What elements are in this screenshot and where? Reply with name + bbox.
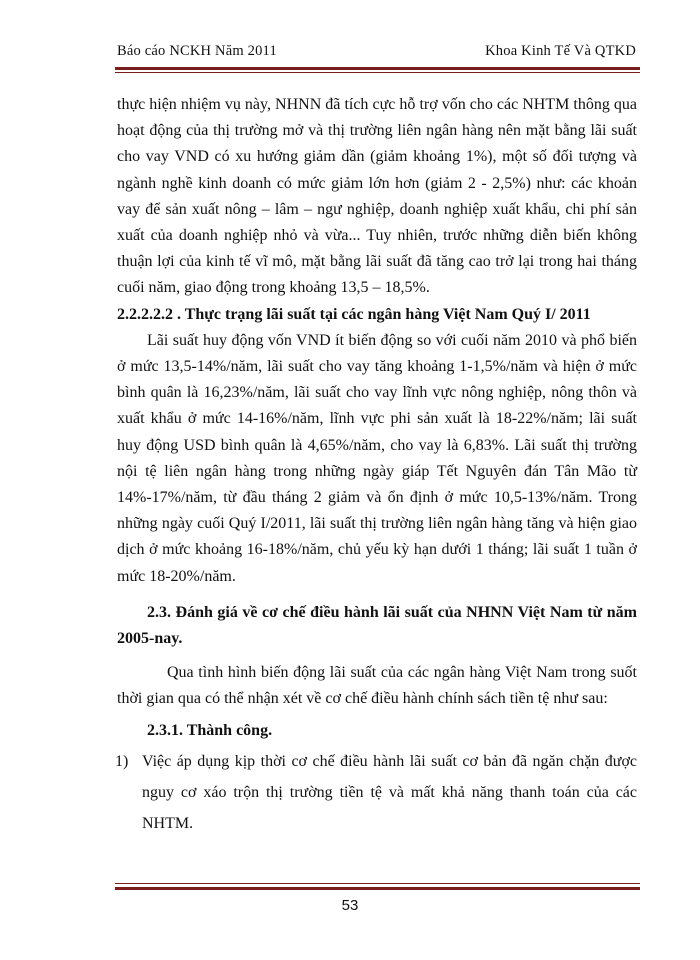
header-faculty-name: Khoa Kinh Tế Và QTKD bbox=[485, 43, 636, 59]
paragraph-continuation: thực hiện nhiệm vụ này, NHNN đã tích cực hỗ trợ vốn cho các NHTM thông qua hoạt động của thị trường mở và thị trường liên ngân hàng nên mặt bằng lãi suất cho vay VND có xu hướng giảm dần (giảm khoảng 1%), một số đối tượng và ngành nghề kinh doanh có mức giảm lớn hơn (giảm 2 - 2,5%) như: các khoản vay để sản xuất nông – lâm – ngư nghiệp, doanh nghiệp xuất khẩu, chi phí sản xuất của doanh nghiệp nhỏ và vừa... Tuy nhiên, trước những diễn biến không thuận lợi của kinh tế vĩ mô, mặt bằng lãi suất đã tăng cao trở lại trong hai tháng cuối năm, giao động trong khoảng 13,5 – 18,5%. bbox=[117, 96, 637, 297]
footer-rule-thin bbox=[115, 883, 640, 884]
list-item bbox=[117, 746, 637, 839]
page-header bbox=[115, 43, 640, 67]
page-number: 53 bbox=[341, 897, 359, 914]
body-content bbox=[117, 92, 637, 839]
paragraph-assessment-intro: Qua tình hình biến động lãi suất của các ngân hàng Việt Nam trong suốt thời gian qua có thể nhận xét về cơ chế điều hành chính sách tiền tệ như sau: bbox=[117, 664, 637, 708]
footer-rule-thick bbox=[115, 887, 640, 890]
section-heading-2-3: 2.3. Đánh giá về cơ chế điều hành lãi suất của NHNN Việt Nam từ năm 2005-nay. bbox=[117, 603, 637, 648]
section-heading-2-2-2-2-2: 2.2.2.2.2 . Thực trạng lãi suất tại các ngân hàng Việt Nam Quý I/ 2011 bbox=[117, 305, 591, 323]
list-item-text: Việc áp dụng kịp thời cơ chế điều hành lãi suất cơ bản đã ngăn chặn được nguy cơ xáo trộn thị trường tiền tệ và mất khả năng thanh toán của các NHTM. bbox=[142, 752, 637, 832]
paragraph-interest-rate-q1: Lãi suất huy động vốn VND ít biến động so với cuối năm 2010 và phổ biến ở mức 13,5-14%/năm, lãi suất cho vay tăng khoảng 1-1,5%/năm và hiện ở mức bình quân là 16,23%/năm, lãi suất cho vay lĩnh vực nông nghiệp, nông thôn và xuất khẩu ở mức 14-16%/năm, lĩnh vực phi sản xuất là 18-22%/năm; lãi suất huy động USD bình quân là 4,65%/năm, cho vay là 6,83%. Lãi suất thị trường nội tệ liên ngân hàng trong những ngày giáp Tết Nguyên đán Tân Mão từ 14%-17%/năm, từ đầu tháng 2 giảm và ổn định ở mức 10,5-13%/năm. Trong những ngày cuối Quý I/2011, lãi suất thị trường liên ngân hàng tăng và hiện giao dịch ở mức khoảng 16-18%/năm, chủ yếu kỳ hạn dưới 1 tháng; lãi suất 1 tuần ở mức 18-20%/năm. bbox=[117, 331, 637, 585]
section-heading-2-3-1: 2.3.1. Thành công. bbox=[147, 721, 273, 739]
header-report-title: Báo cáo NCKH Năm 2011 bbox=[117, 43, 277, 59]
list-item-number: 1) bbox=[115, 752, 129, 770]
header-rule-thick bbox=[115, 67, 640, 70]
header-rule-thin bbox=[115, 72, 640, 73]
